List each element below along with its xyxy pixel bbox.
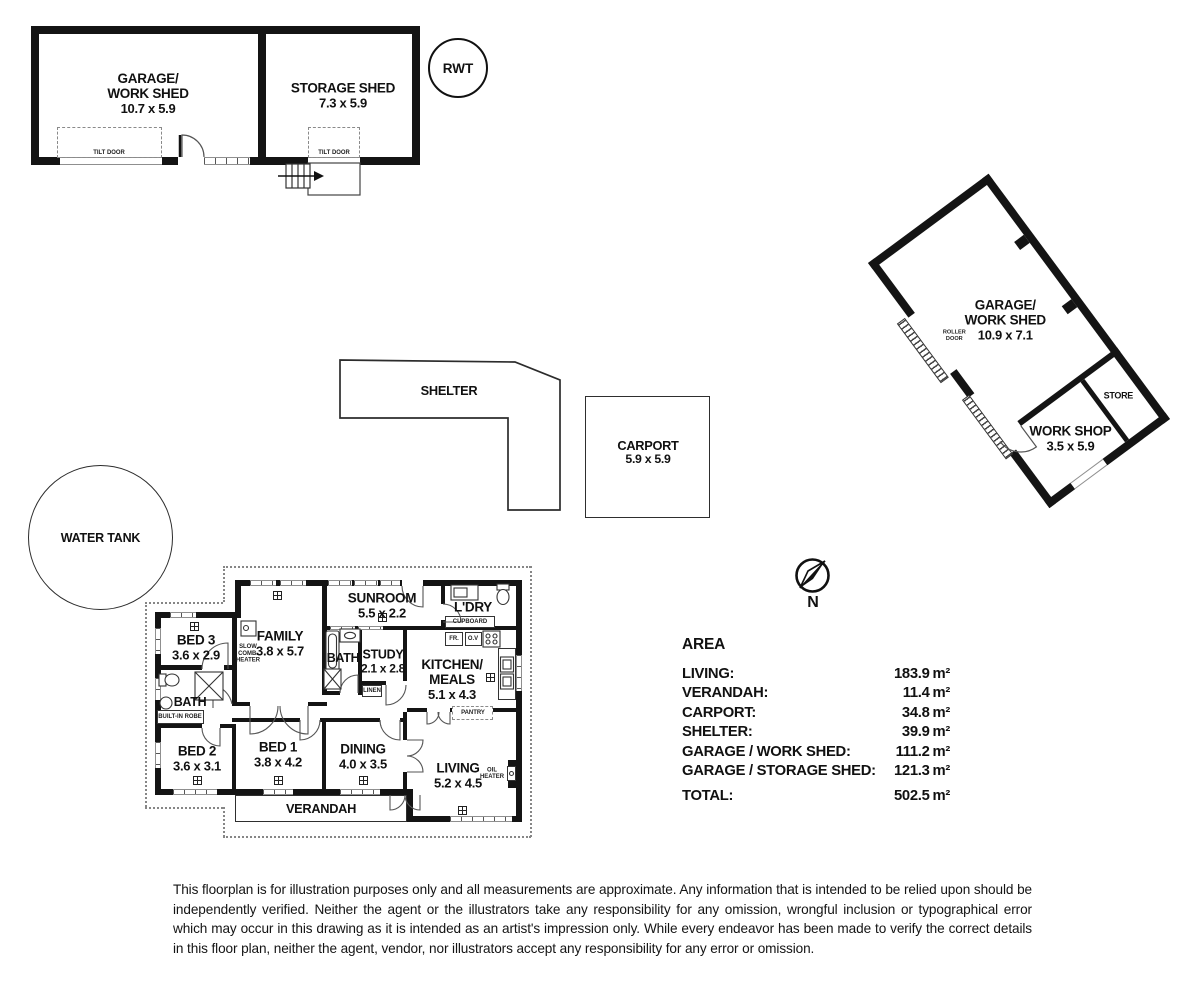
room-label-workshop <box>1029 425 1111 454</box>
water-tank-label: WATER TANK <box>60 530 141 545</box>
room-label-line: CARPORT <box>617 438 679 454</box>
area-row-label: GARAGE / STORAGE SHED: <box>682 763 876 780</box>
room-label-line: STORAGE SHED <box>290 80 396 96</box>
garage-workshed-building-rotated <box>868 174 1170 508</box>
room-label-sunroom <box>348 591 416 620</box>
room-label-garage-workshed-2 <box>965 299 1046 343</box>
room-dims: 7.3 x 5.9 <box>319 95 367 111</box>
robe-label: BUILT-IN ROBE <box>158 713 202 720</box>
room-label-line: MEALS <box>429 671 475 687</box>
area-row-label: SHELTER: <box>682 724 753 741</box>
area-row-label: VERANDAH: <box>682 685 769 702</box>
room-dims: 3.6 x 3.1 <box>173 758 221 774</box>
room-label-family <box>256 629 304 658</box>
room-dims: 3.8 x 4.2 <box>254 754 302 770</box>
room-dims: 5.2 x 4.5 <box>434 775 482 791</box>
area-row-label: GARAGE / WORK SHED: <box>682 743 851 760</box>
room-label-ldry: L'DRY <box>454 599 492 615</box>
disclaimer-text: This floorplan is for illustration purposes only and all measurements are approximate. Any information that is intended to be relied upon should be independently verified. Neither the agent or the illustrators take any responsibility for any omission, wrongful inclusion or typographical error which may occur in this drawing as it is intended as an artist's impression only. While every endeavor has been made to verify the correct details in this floor plan, neither the agent, vendor, nor illustrators accept any responsibility for any error or omission. <box>173 882 1032 956</box>
room-dims: 10.7 x 5.9 <box>120 100 176 116</box>
room-dims: 3.8 x 5.7 <box>256 643 304 659</box>
oil-heater-dial <box>510 772 514 776</box>
room-label-line: KITCHEN/ <box>421 657 483 673</box>
slow-heater-label-line: HEATER <box>235 657 261 664</box>
room-label-line: LIVING <box>436 760 480 776</box>
room-label-bath2: BATH <box>326 651 360 666</box>
area-total-value: 502.5 m² <box>893 788 950 805</box>
room-label-storage-shed <box>291 81 395 110</box>
rwt-label: RWT <box>442 60 474 76</box>
room-label-line: BED 1 <box>258 739 298 755</box>
room-dims: 3.6 x 2.9 <box>172 647 220 663</box>
area-table-row <box>682 684 950 703</box>
room-label-line: WORK SHOP <box>1029 423 1112 439</box>
area-table-total-row <box>682 787 950 806</box>
room-label-garage-workshed-1 <box>107 72 188 116</box>
oil-heater-label-line: OIL <box>487 767 497 774</box>
area-row-value: 111.2 m² <box>895 743 950 760</box>
room-label-bed3 <box>172 633 220 662</box>
slow-heater-label-line: COMB. <box>238 650 258 657</box>
stairs-icon <box>276 158 368 202</box>
fridge-label: FR. <box>449 635 459 642</box>
room-label-line: STUDY <box>362 647 404 662</box>
room-label-line: GARAGE/ <box>974 297 1036 313</box>
room-dims: 5.5 x 2.2 <box>358 605 406 621</box>
tilt-door-label: TILT DOOR <box>318 149 350 156</box>
room-dims: 4.0 x 3.5 <box>339 756 387 772</box>
main-house <box>140 560 532 830</box>
area-table-row <box>682 704 950 723</box>
oil-heater-label <box>480 767 504 781</box>
room-label-shelter: SHELTER <box>420 382 478 398</box>
area-row-value: 39.9 m² <box>901 724 950 741</box>
room-label-line: FAMILY <box>256 628 304 644</box>
area-row-value: 11.4 m² <box>902 685 950 702</box>
roller-door-label-line: ROLLER <box>942 329 966 336</box>
area-row-value: 34.8 m² <box>901 704 950 721</box>
basin-icon <box>160 697 172 709</box>
area-row-label: CARPORT: <box>682 704 757 721</box>
area-table-row <box>682 743 950 762</box>
cupboard-label: CUPBOARD <box>452 618 488 625</box>
room-label-bed2 <box>173 744 221 773</box>
area-row-value: 121.3 m² <box>893 763 950 780</box>
area-table-row <box>682 665 950 684</box>
north-label: N <box>807 594 819 611</box>
room-label-line: SUNROOM <box>347 590 417 606</box>
room-label-line: DINING <box>340 741 386 757</box>
slow-heater-label-line: SLOW <box>239 643 257 650</box>
area-table <box>682 636 950 807</box>
boundary-dotted <box>223 836 531 838</box>
room-label-line: BED 3 <box>176 632 216 648</box>
area-row-value: 183.9 m² <box>893 666 950 682</box>
north-arrow-icon <box>794 557 832 595</box>
room-label-dining <box>339 742 387 771</box>
room-label-store: STORE <box>1103 390 1134 401</box>
area-total-label: TOTAL: <box>682 788 734 805</box>
area-table-row <box>682 723 950 742</box>
area-table-row <box>682 762 950 781</box>
room-dims: 5.9 x 5.9 <box>625 452 671 467</box>
slow-heater-label <box>236 644 260 665</box>
room-label-carport <box>617 439 678 467</box>
shelter-outline <box>335 355 570 520</box>
roller-door-label-line: DOOR <box>945 335 963 342</box>
room-label-bath1: BATH <box>173 695 207 710</box>
area-table-title: AREA <box>682 636 726 653</box>
room-label-living <box>434 761 482 790</box>
room-label-kitchen <box>421 658 482 702</box>
tilt-door-label: TILT DOOR <box>93 149 125 156</box>
garage-storage-shed-building <box>31 26 420 165</box>
rwt-tank <box>428 38 488 98</box>
area-row-label: LIVING: <box>682 666 735 682</box>
room-dims: 2.1 x 2.8 <box>360 661 406 676</box>
pantry-label: PANTRY <box>461 709 485 716</box>
room-label-line: GARAGE/ <box>117 71 179 87</box>
oven-label: O.V <box>467 635 479 642</box>
room-dims: 10.9 x 7.1 <box>977 327 1033 343</box>
room-label-study <box>361 649 405 676</box>
oil-heater-label-line: HEATER <box>479 774 505 780</box>
stove-icon <box>483 631 500 647</box>
room-dims: 5.1 x 4.3 <box>428 686 476 702</box>
room-label-line: BED 2 <box>177 743 217 759</box>
room-label-line: WORK SHED <box>964 312 1046 328</box>
room-label-verandah: VERANDAH <box>285 800 357 816</box>
room-label-line: WORK SHED <box>107 85 189 101</box>
room-label-bed1 <box>254 740 302 769</box>
roller-door-label <box>943 330 966 343</box>
linen-label: LINEN <box>363 687 381 694</box>
room-dims: 3.5 x 5.9 <box>1046 438 1095 454</box>
